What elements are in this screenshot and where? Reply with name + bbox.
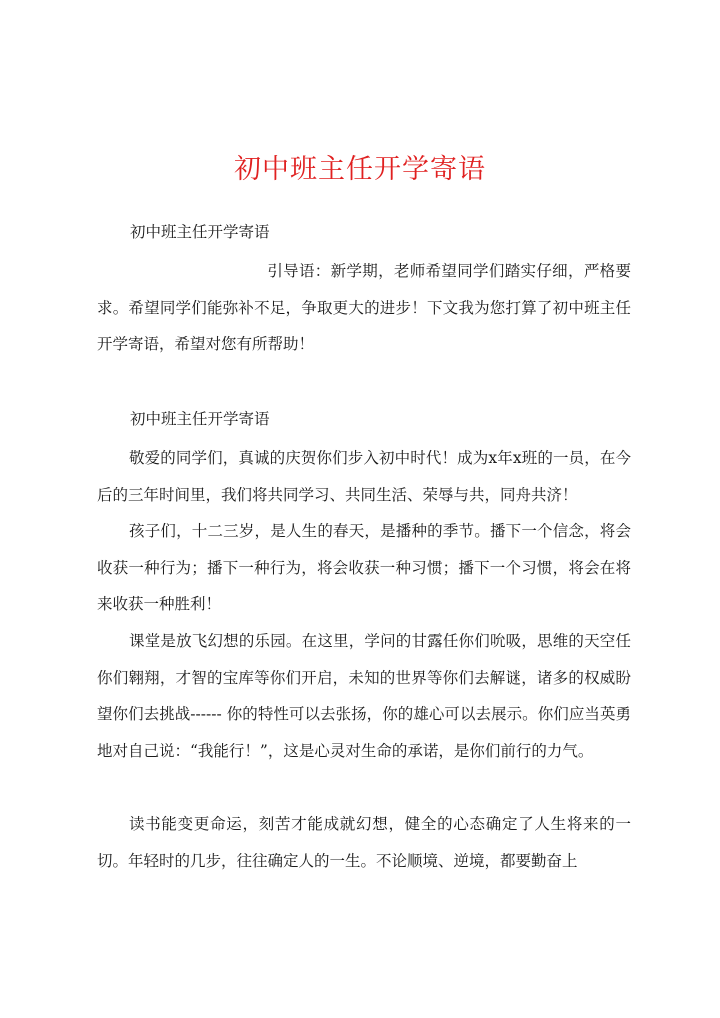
body-paragraph: 读书能变更命运，刻苦才能成就幻想，健全的心态确定了人生将来的一切。年轻时的几步，往往确定人的一生。不论顺境、逆境，都要勤奋上: [97, 815, 631, 870]
body-paragraph: 课堂是放飞幻想的乐园。在这里，学问的甘露任你们吮吸，思维的天空任你们翱翔，才智的宝库等你们开启，未知的世界等你们去解谜，诸多的权威盼望你们去挑战------ 你的特性可以去张扬，你的雄心可以去展示。你们应当英勇地对自己说：“我能行！”，这是心灵对生命的承诺，是你们前行的力气。: [97, 632, 631, 760]
body-paragraph: 敬爱的同学们，真诚的庆贺你们步入初中时代！成为x年x班的一员，在今后的三年时间里，我们将共同学习、共同生活、荣辱与共，同舟共济！: [97, 449, 631, 504]
section-heading: 初中班主任开学寄语: [130, 223, 270, 241]
intro-text: 引导语：新学期，老师希望同学们踏实仔细，严格要求。希望同学们能弥补不足，争取更大的进步！下文我为您打算了初中班主任开学寄语，希望对您有所帮助！: [97, 262, 631, 353]
document-title: 初中班主任开学寄语: [234, 154, 486, 185]
body-paragraph: 孩子们，十二三岁，是人生的春天，是播种的季节。播下一个信念，将会收获一种行为；播下一种行为，将会收获一种习惯；播下一个习惯，将会在将来收获一种胜利！: [97, 522, 631, 613]
intro-paragraph: [97, 253, 631, 363]
section-heading: 初中班主任开学寄语: [130, 410, 270, 428]
